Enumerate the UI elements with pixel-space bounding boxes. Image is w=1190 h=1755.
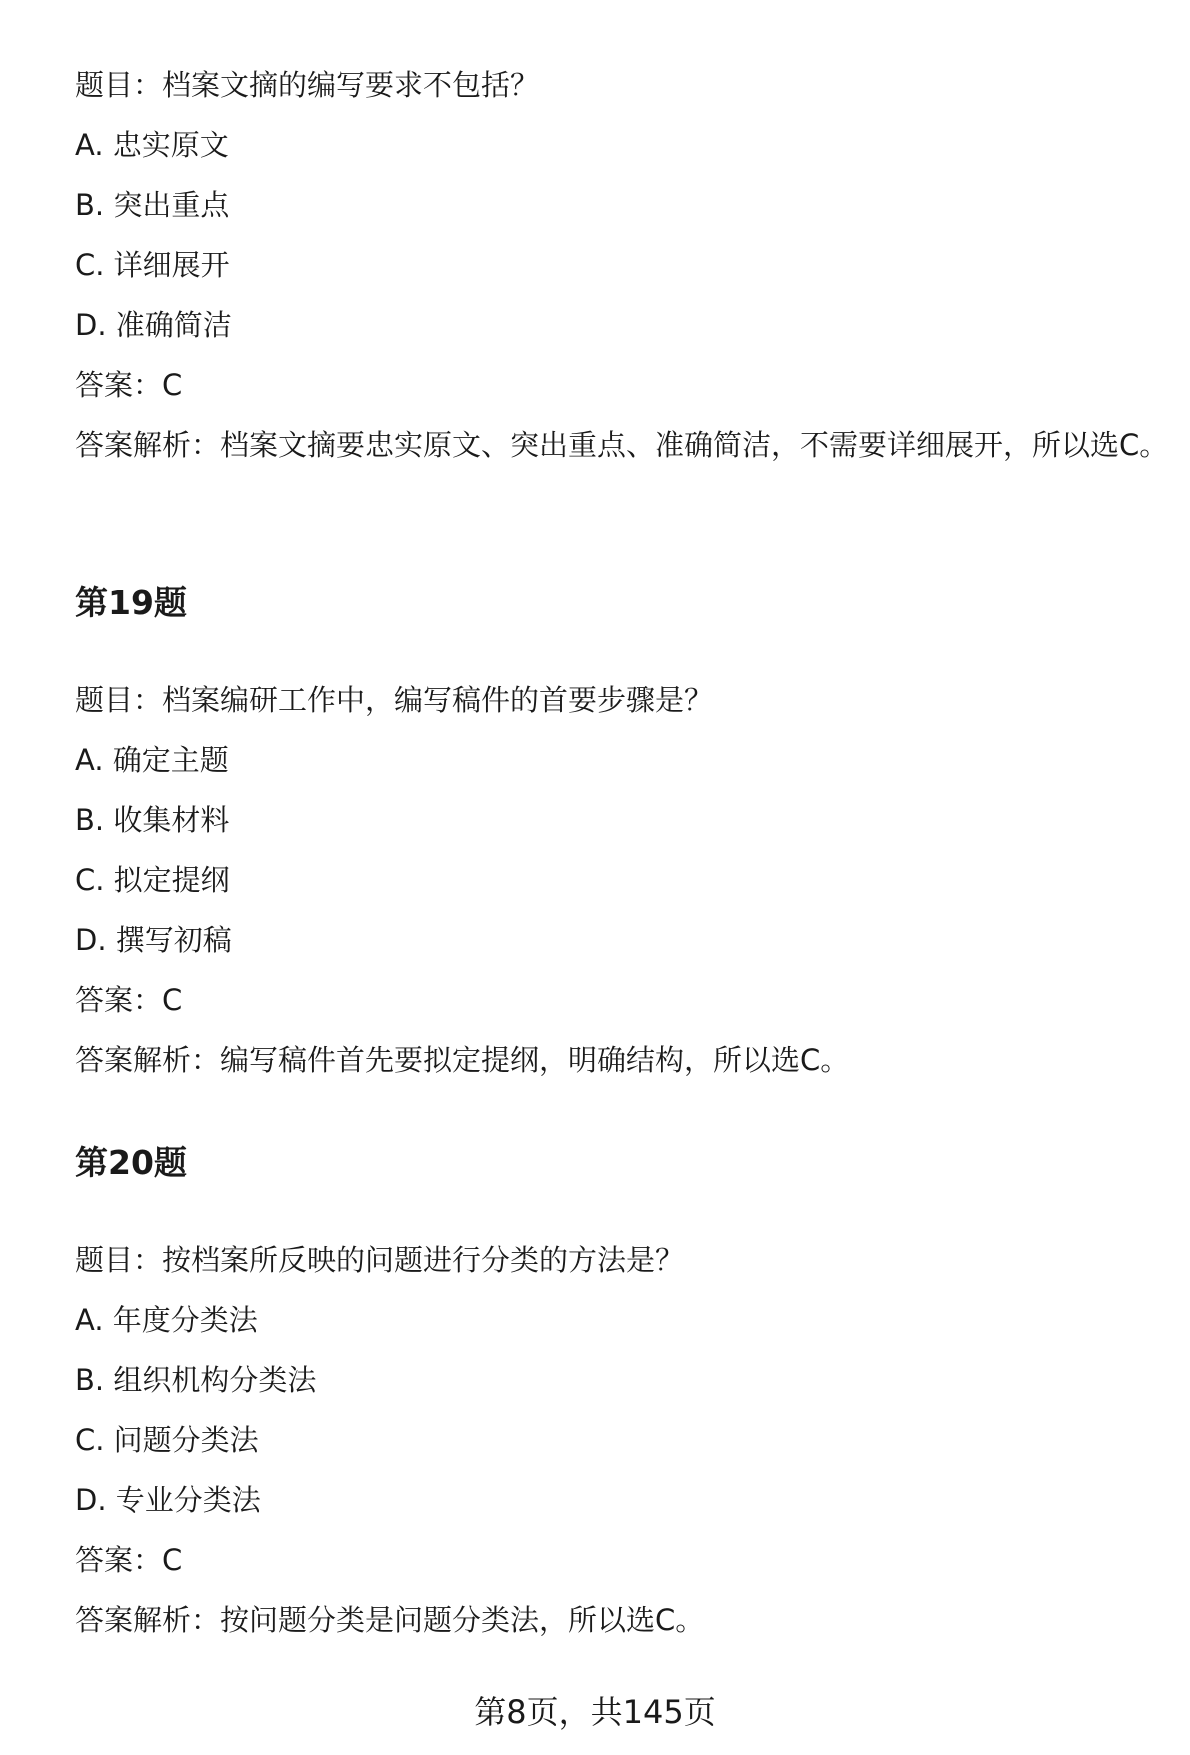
option-d: D. 撰写初稿 (75, 923, 232, 957)
analysis-text: 答案解析：编写稿件首先要拟定提纲，明确结构，所以选C。 (75, 1043, 850, 1077)
analysis-text: 答案解析：按问题分类是问题分类法，所以选C。 (75, 1603, 705, 1637)
question-text: 题目：档案编研工作中，编写稿件的首要步骤是？ (75, 683, 714, 717)
option-b: B. 突出重点 (75, 188, 230, 222)
option-c: C. 问题分类法 (75, 1423, 259, 1457)
option-d: D. 专业分类法 (75, 1483, 261, 1517)
option-b: B. 收集材料 (75, 803, 230, 837)
question-heading: 第19题 (75, 583, 187, 622)
answer-text: 答案：C (75, 983, 183, 1017)
question-heading: 第20题 (75, 1143, 187, 1182)
analysis-text: 答案解析：档案文摘要忠实原文、突出重点、准确简洁，不需要详细展开，所以选C。 (75, 428, 1169, 462)
option-a: A. 年度分类法 (75, 1303, 258, 1337)
answer-text: 答案：C (75, 368, 183, 402)
question-body-19 (75, 670, 1170, 1090)
question-text: 题目：按档案所反映的问题进行分类的方法是？ (75, 1243, 685, 1277)
option-a: A. 忠实原文 (75, 128, 229, 162)
option-b: B. 组织机构分类法 (75, 1363, 317, 1397)
option-d: D. 准确简洁 (75, 308, 232, 342)
question-block-20 (75, 1133, 1170, 1193)
question-text: 题目：档案文摘的编写要求不包括？ (75, 68, 540, 102)
option-a: A. 确定主题 (75, 743, 229, 777)
option-c: C. 拟定提纲 (75, 863, 230, 897)
answer-text: 答案：C (75, 1543, 183, 1577)
question-body-20 (75, 1230, 1170, 1650)
question-block-19 (75, 573, 1170, 633)
question-block-18 (75, 55, 1170, 475)
option-c: C. 详细展开 (75, 248, 230, 282)
page-number: 第8页，共145页 (474, 1693, 716, 1731)
